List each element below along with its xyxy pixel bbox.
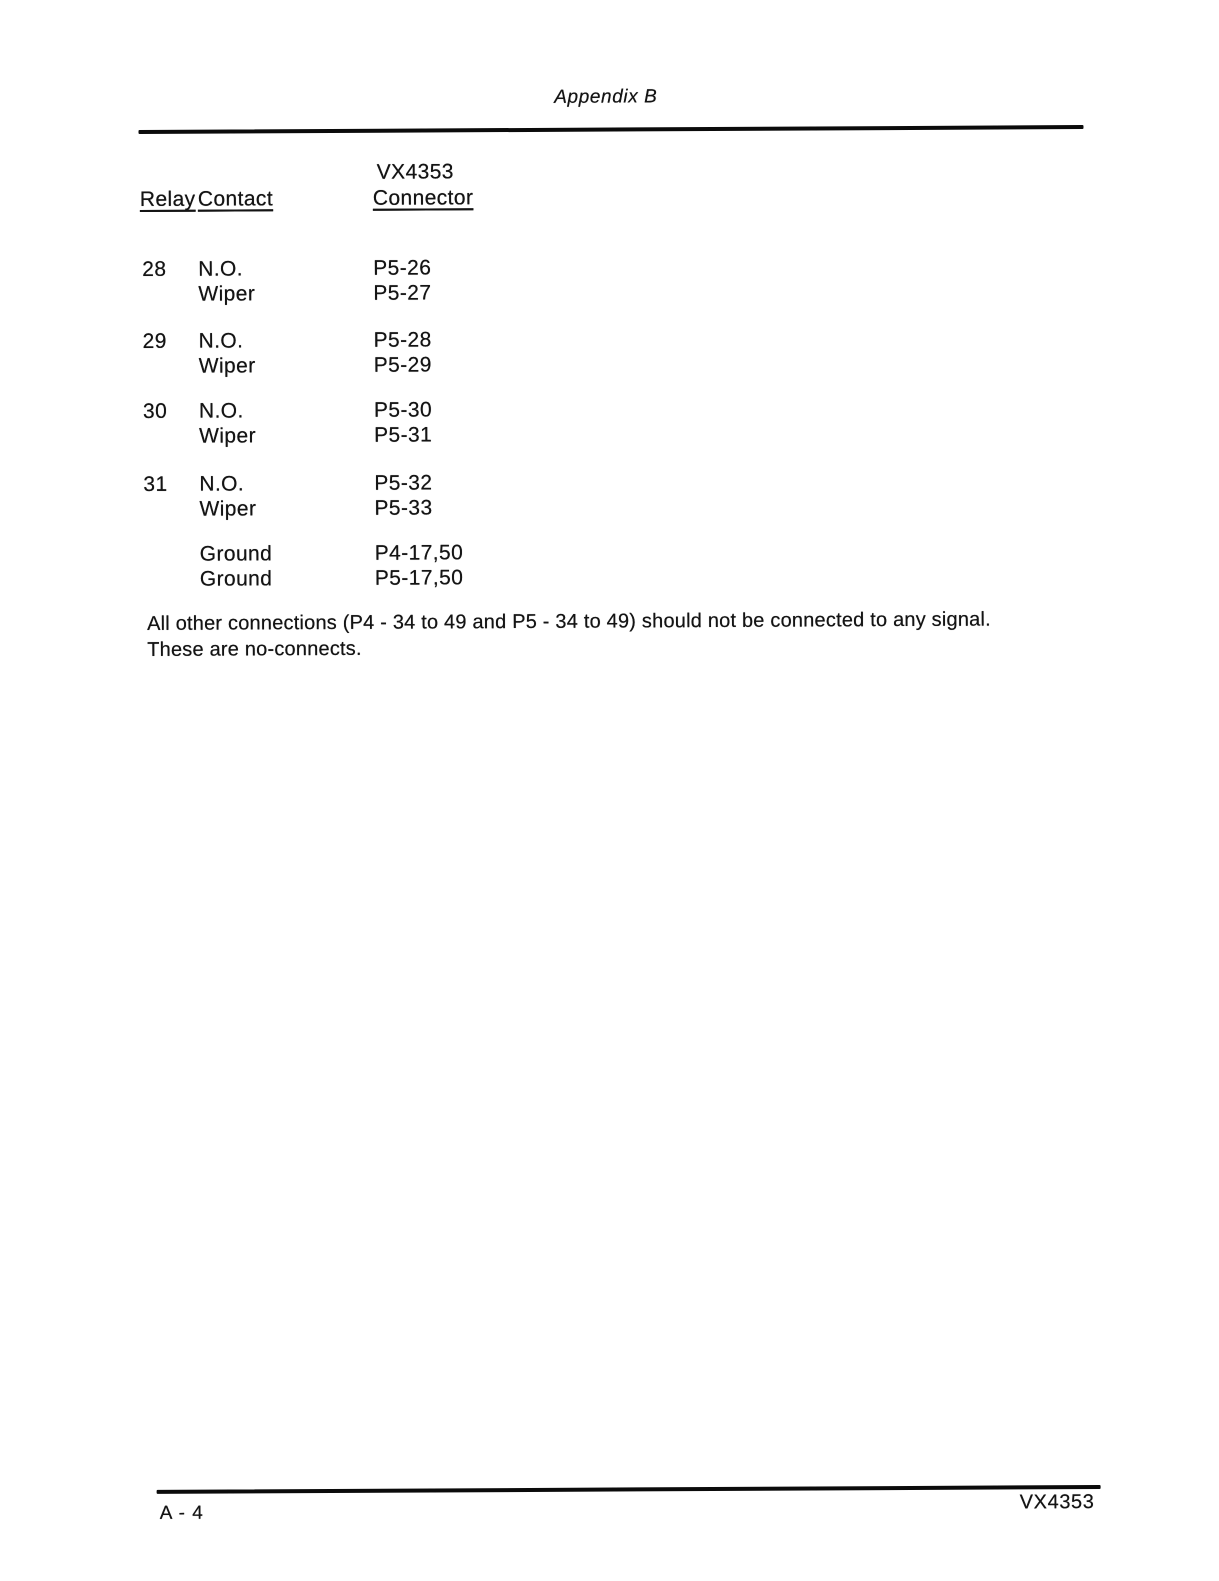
column-header-connector: Connector (372, 186, 474, 210)
column-header-relay: Relay (139, 187, 196, 211)
contact-type: N.O. (199, 472, 245, 496)
contact-type: N.O. (198, 329, 244, 353)
connector-pin: P5-30 (373, 398, 433, 422)
contact-type: N.O. (198, 399, 244, 423)
contact-type: Wiper (199, 497, 257, 521)
relay-number: 29 (142, 329, 167, 353)
relay-number: 31 (143, 472, 168, 496)
relay-number: 28 (142, 257, 167, 281)
contact-type: Ground (199, 542, 273, 566)
connector-pin: P5-33 (374, 496, 433, 520)
connector-pin: P5-17,50 (374, 566, 464, 590)
table-column-headers (0, 182, 1216, 211)
contact-type: Wiper (198, 354, 256, 378)
table-row (0, 492, 1218, 523)
page-title: Appendix B (554, 86, 658, 108)
contact-type: N.O. (198, 257, 244, 281)
contact-type: Ground (199, 567, 273, 591)
note-line-1: All other connections (P4 - 34 to 49 and P5 - 34 to 49) should not be connected to any signal. (147, 608, 991, 635)
header-rule (138, 125, 1083, 134)
footer-rule (157, 1485, 1101, 1494)
table-row (0, 349, 1217, 380)
contact-type: Wiper (198, 282, 256, 306)
connector-pin: P5-29 (373, 353, 432, 377)
table-row (0, 562, 1218, 593)
footer-document-id: VX4353 (1019, 1491, 1095, 1514)
connector-pin: P4-17,50 (374, 541, 464, 565)
connector-pin: P5-32 (374, 471, 433, 495)
connector-pin: P5-27 (373, 281, 432, 305)
connector-column-header-line1: VX4353 (376, 160, 454, 184)
footer-page-number: A - 4 (159, 1502, 204, 1524)
note-line-2: These are no-connects. (147, 637, 362, 661)
contact-type: Wiper (199, 424, 256, 448)
connector-pin: P5-28 (373, 328, 432, 352)
connector-pin: P5-26 (373, 256, 432, 280)
table-row (0, 277, 1216, 308)
table-row (0, 419, 1217, 450)
relay-number: 30 (142, 399, 168, 423)
column-header-contact: Contact (197, 187, 274, 211)
connector-pin: P5-31 (374, 423, 433, 447)
no-connect-note (147, 606, 1067, 663)
